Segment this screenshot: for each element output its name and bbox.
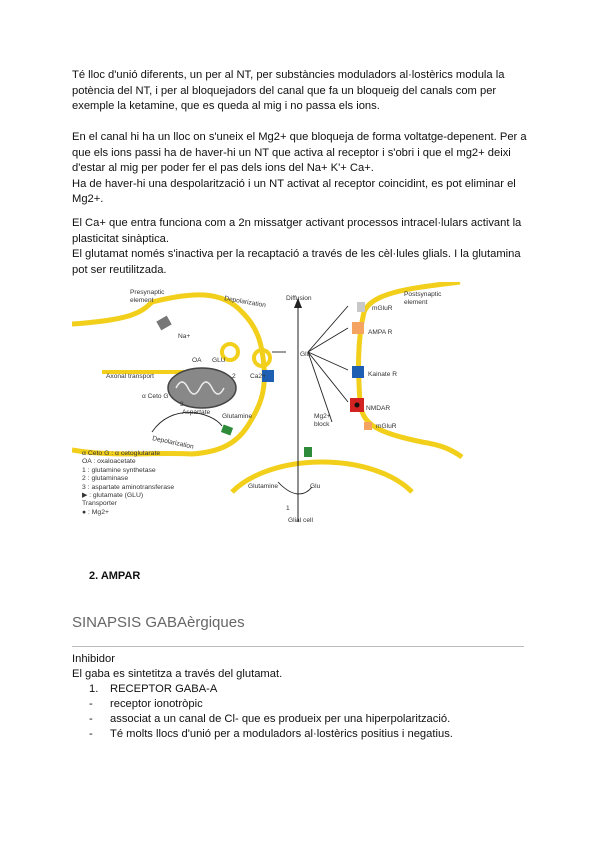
text-line: Ha de haver-hi una despolarització i un NT activat al receptor coincidint, es pot eliminar el — [72, 177, 516, 190]
label-depolarization-top: Depolarization — [223, 295, 267, 310]
label-postsynaptic: Postsynaptic — [404, 291, 442, 298]
label-glu: GLU — [212, 357, 226, 364]
text-line: plasticitat sinàptica. — [72, 232, 170, 245]
label-kainate: Kainate R — [368, 371, 397, 378]
bullet-dash: - — [89, 713, 93, 725]
ampar-heading: 2. AMPAR — [89, 570, 141, 582]
legend-item: OA : oxaloacetate — [82, 458, 136, 466]
label-presynaptic: Presynaptic — [130, 289, 165, 296]
label-oa: OA — [192, 357, 202, 364]
mglur-receptor-top — [357, 302, 365, 312]
text-line: Mg2+. — [72, 193, 104, 205]
text-line: d'estar al mig per poder fer el pas dels ions del Na+ K'+ Ca+. — [72, 162, 374, 174]
label-ampa: AMPA R — [368, 329, 393, 336]
label-nmdar: NMDAR — [366, 405, 391, 412]
paragraph-binding-sites — [72, 68, 532, 115]
label-na: Na+ — [178, 333, 191, 340]
label-mg-block: Mg2+ — [314, 413, 331, 420]
label-glutamine-glial: Glutamine — [248, 483, 279, 490]
label-presynaptic-2: element — [130, 297, 154, 304]
figure-legend — [82, 450, 174, 517]
gaba-synthesis-line: El gaba es sintetitza a través del glutamat. — [72, 668, 283, 680]
legend-item: ▶ : glutamate (GLU) — [82, 492, 144, 500]
label-glutamine: Glutamine — [222, 413, 253, 420]
text-line: El Ca+ que entra funciona com a 2n missatger activant processos intracel·lulars activant la — [72, 217, 522, 229]
bullet-ionotropic: receptor ionotròpic — [110, 698, 203, 710]
list-item-number: 1. — [89, 683, 99, 695]
presynaptic-transporter — [221, 425, 233, 436]
legend-item: α Ceto G : α cetoglutarate — [82, 450, 161, 457]
glial-transporter — [304, 447, 312, 457]
label-ca: Ca2+ — [250, 373, 266, 380]
label-mg-block-2: block — [314, 421, 330, 428]
label-enzyme-2: 2 — [232, 373, 236, 380]
legend-item: 1 : glutamine synthetase — [82, 466, 156, 474]
label-glu-cleft: Glu — [300, 351, 311, 358]
label-diffusion: Diffusion — [286, 295, 312, 302]
section-rule — [72, 646, 524, 647]
text-line: El glutamat només s'inactiva per la recaptació a través de les cèl·lules glials. I la glutamina — [72, 248, 521, 260]
bullet-dash: - — [89, 698, 93, 710]
label-axonal-transport: Axonal transport — [106, 373, 155, 380]
label-enzyme-3: 3 — [180, 401, 184, 408]
legend-item: 2 : glutaminase — [82, 475, 129, 483]
section-title: SINAPSIS GABAèrgiques — [72, 614, 245, 631]
text-line: potència del NT, i per al bloquejadors del canal que fa un bloqueig del canals com per — [72, 84, 497, 97]
text-line: que els ions passi ha de haver-hi un NT que activa al receptor i s'obri i que el mg2+ deixi — [72, 146, 511, 159]
paragraph-calcium — [72, 216, 532, 278]
label-glu-glial: Glu — [310, 483, 321, 490]
text-line: Té lloc d'unió diferents, un per al NT, per substàncies moduladors al·lostèrics modula la — [72, 69, 505, 81]
legend-item: 3 : aspartate aminotransferase — [82, 483, 175, 491]
mglur-receptor-bottom — [364, 422, 372, 430]
text-line: exemple la ketamine, que es queda al mig i no passa els ions. — [72, 100, 380, 112]
ampa-receptor — [352, 322, 364, 334]
mg-ion — [355, 403, 360, 408]
label-postsynaptic-2: element — [404, 299, 428, 306]
kainate-receptor — [352, 366, 364, 378]
label-glial-cell: Glial cell — [288, 517, 313, 524]
na-transporter — [156, 316, 171, 331]
label-mglur-bottom: mGluR — [376, 423, 397, 430]
text-line: En el canal hi ha un lloc on s'uneix el Mg2+ que bloqueja de forma voltatge-depenent. Per a — [72, 131, 527, 143]
bullet-chloride-channel: associat a un canal de Cl- que es produeix per una hiperpolarització. — [110, 713, 451, 725]
bullet-dash: - — [89, 728, 93, 740]
inhibidor-label: Inhibidor — [72, 653, 115, 665]
legend-item: Transporter — [82, 500, 117, 508]
label-enzyme-1: 1 — [286, 505, 290, 512]
axon-membrane-top — [72, 302, 152, 324]
label-depolarization-bottom: Depolarization — [151, 435, 195, 451]
bullet-modulators: Té molts llocs d'unió per a moduladors al·lostèrics positius i negatius. — [110, 728, 453, 740]
receptor-gaba-a-heading: RECEPTOR GABA-A — [110, 683, 218, 695]
label-ceto: α Ceto G — [142, 393, 169, 400]
paragraph-mg-block — [72, 130, 532, 208]
label-mglur-top: mGluR — [372, 305, 393, 312]
mitochondrion — [168, 368, 236, 408]
text-line: pot ser reutilitzada. — [72, 263, 167, 276]
legend-item: ● : Mg2+ — [82, 508, 109, 516]
label-aspartate: Aspartate — [182, 409, 211, 416]
